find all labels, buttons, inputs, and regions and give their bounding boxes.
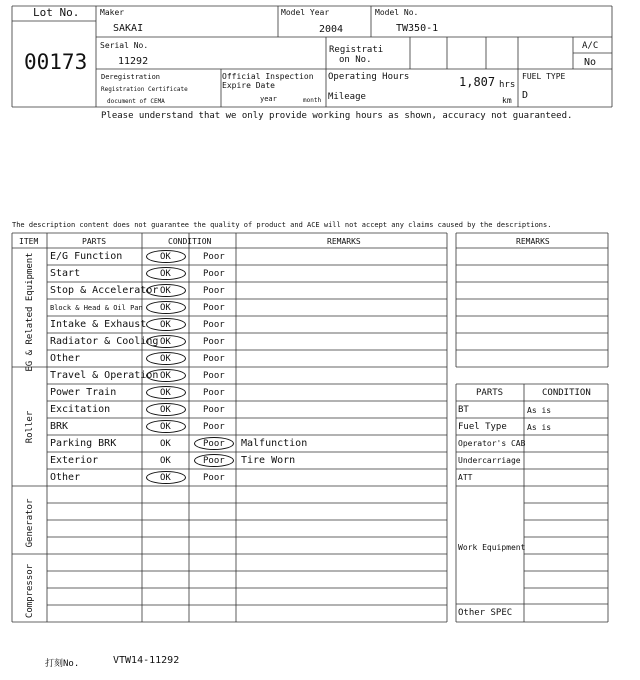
serial-no-value: 11292	[118, 56, 149, 67]
ac-label: A/C	[582, 41, 599, 51]
ok-option: OK	[160, 286, 171, 296]
ok-option: OK	[160, 388, 171, 398]
remarks-header: REMARKS	[327, 237, 361, 246]
right-part-name: Undercarriage	[458, 456, 521, 465]
ok-option: OK	[160, 252, 171, 262]
ok-selected-circle	[146, 284, 186, 297]
ok-selected-circle	[146, 318, 186, 331]
item-header: ITEM	[19, 237, 39, 246]
other-spec-label: Other SPEC	[458, 608, 513, 618]
ok-option: OK	[160, 473, 171, 483]
ok-selected-circle	[146, 301, 186, 314]
ok-selected-circle	[146, 267, 186, 280]
operating-hours-label: Operating Hours	[328, 72, 410, 82]
model-no-value: TW350-1	[396, 23, 439, 34]
fuel-type-value: D	[522, 90, 529, 101]
part-name: Start	[50, 268, 81, 279]
group-label-eg: EG & Related Equipment	[25, 252, 35, 372]
ok-option: OK	[160, 337, 171, 347]
group-label-roller: Roller	[25, 410, 35, 444]
part-name: Power Train	[50, 387, 117, 398]
poor-option: Poor	[203, 354, 225, 364]
ok-selected-circle	[146, 352, 186, 365]
ok-selected-circle	[146, 369, 186, 382]
lot-no-label: Lot No.	[33, 6, 80, 19]
ok-option: OK	[160, 456, 171, 466]
model-year-label: Model Year	[281, 8, 330, 17]
ok-selected-circle	[146, 335, 186, 348]
maker-label: Maker	[100, 8, 125, 17]
km-unit: km	[502, 96, 512, 105]
lot-no-value: 00173	[24, 50, 88, 74]
ok-option: OK	[160, 371, 171, 381]
poor-option: Poor	[203, 371, 225, 381]
mileage-label: Mileage	[328, 92, 366, 102]
registration-label-2: on No.	[339, 55, 372, 65]
poor-option: Poor	[203, 439, 225, 449]
part-name: Intake & Exhaust	[50, 319, 147, 330]
poor-option: Poor	[203, 388, 225, 398]
serial-no-label: Serial No.	[100, 41, 149, 50]
remark-text: Tire Worn	[241, 455, 296, 466]
poor-option: Poor	[203, 422, 225, 432]
right-part-condition: As is	[527, 406, 552, 415]
footer-label: 打刻No.	[45, 659, 80, 669]
group-label-generator: Generator	[25, 498, 35, 548]
model-year-value: 2004	[319, 24, 344, 35]
official-inspection-label: Official Inspection	[222, 72, 314, 81]
poor-option: Poor	[203, 252, 225, 262]
ok-selected-circle	[146, 250, 186, 263]
parts-header: PARTS	[82, 237, 107, 246]
part-name: E/G Function	[50, 251, 123, 262]
ok-option: OK	[160, 269, 171, 279]
work-equipment-label: Work Equipment	[458, 543, 526, 552]
part-name: Excitation	[50, 404, 111, 415]
ok-option: OK	[160, 422, 171, 432]
month-label: month	[303, 97, 322, 104]
poor-option: Poor	[203, 456, 225, 466]
hours-notice: Please understand that we only provide working hours as shown, accuracy not guaranteed.	[101, 111, 573, 121]
right-parts-header: PARTS	[476, 388, 504, 398]
right-condition-header: CONDITION	[542, 388, 591, 398]
remarks-right-header: REMARKS	[516, 237, 550, 246]
right-part-name: Fuel Type	[458, 422, 507, 432]
ok-option: OK	[160, 320, 171, 330]
poor-selected-circle	[194, 454, 234, 467]
part-name: BRK	[50, 421, 69, 432]
part-name: Other	[50, 353, 81, 364]
expire-date-label: Expire Date	[222, 81, 275, 90]
poor-option: Poor	[203, 405, 225, 415]
part-name: Stop & Accelerator	[50, 285, 159, 296]
ok-option: OK	[160, 405, 171, 415]
ok-selected-circle	[146, 403, 186, 416]
document-of-cema-label: document of CEMA	[107, 98, 165, 105]
part-name: Parking BRK	[50, 438, 117, 449]
hrs-unit: hrs	[499, 80, 516, 90]
ok-option: OK	[160, 354, 171, 364]
right-part-name: Operator's CAB	[458, 439, 526, 448]
registration-certificate-label: Registration Certificate	[101, 86, 188, 93]
remark-text: Malfunction	[241, 438, 308, 449]
deregistration-label: Deregistration	[101, 73, 161, 81]
poor-option: Poor	[203, 473, 225, 483]
right-part-name: ATT	[458, 473, 473, 482]
right-part-name: BT	[458, 405, 469, 415]
ok-option: OK	[160, 303, 171, 313]
poor-option: Poor	[203, 303, 225, 313]
disclaimer-text: The description content does not guarantee the quality of product and ACE will not accept any claims caused by the descriptions.	[12, 221, 552, 229]
registration-label-1: Registrati	[329, 45, 384, 55]
ac-value: No	[584, 57, 597, 68]
ok-selected-circle	[146, 420, 186, 433]
maker-value: SAKAI	[113, 23, 144, 34]
poor-selected-circle	[194, 437, 234, 450]
condition-header: CONDITION	[168, 237, 212, 246]
part-name: Other	[50, 472, 81, 483]
poor-option: Poor	[203, 269, 225, 279]
ok-option: OK	[160, 439, 171, 449]
part-name: Travel & Operation	[50, 370, 159, 381]
part-name: Exterior	[50, 455, 99, 466]
ok-selected-circle	[146, 471, 186, 484]
poor-option: Poor	[203, 320, 225, 330]
right-part-condition: As is	[527, 423, 552, 432]
group-label-compressor: Compressor	[25, 563, 35, 619]
ok-selected-circle	[146, 386, 186, 399]
model-no-label: Model No.	[375, 8, 419, 17]
part-name: Radiator & Cooling	[50, 336, 159, 347]
poor-option: Poor	[203, 337, 225, 347]
poor-option: Poor	[203, 286, 225, 296]
fuel-type-label: FUEL TYPE	[522, 72, 566, 81]
operating-hours-value: 1,807	[459, 75, 496, 89]
year-label: year	[260, 95, 277, 103]
part-name: Block & Head & Oil Pan	[50, 304, 143, 312]
footer-value: VTW14-11292	[113, 655, 180, 666]
